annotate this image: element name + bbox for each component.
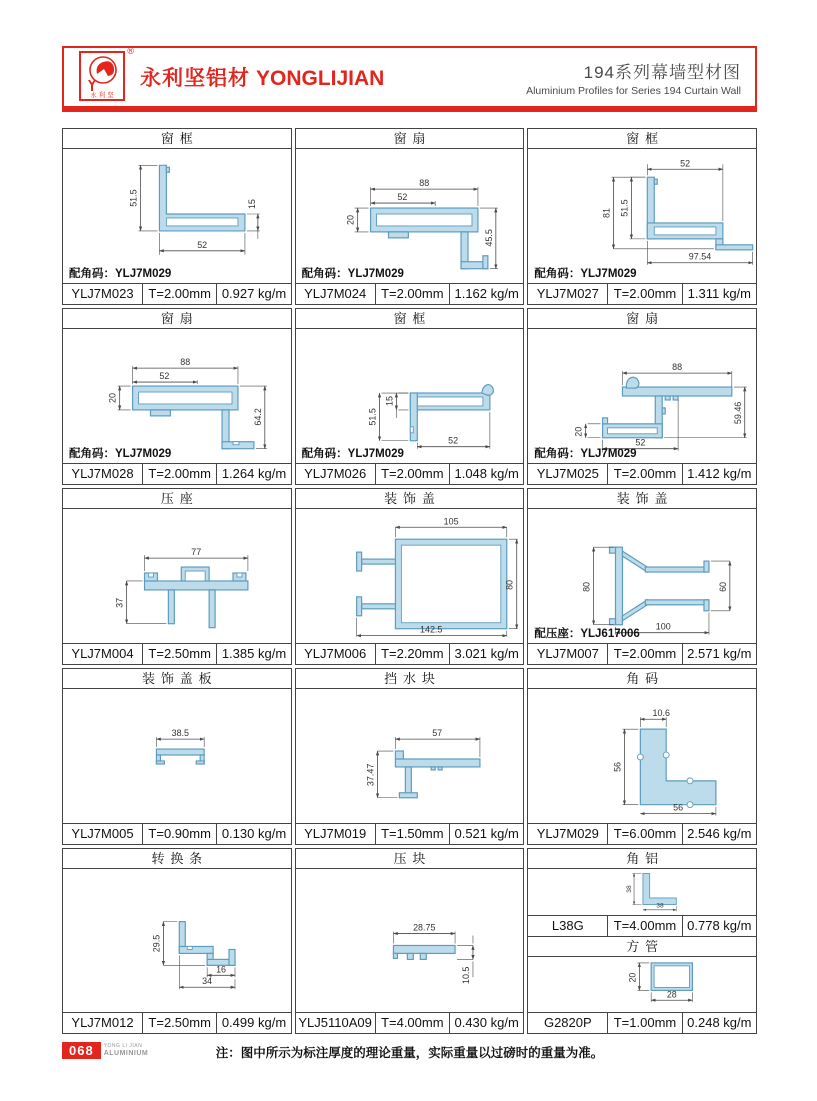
weight-value: 1.311 kg/m bbox=[682, 284, 756, 304]
weight-value: 1.162 kg/m bbox=[449, 284, 523, 304]
dim-label: 88 bbox=[418, 178, 429, 189]
spec-row bbox=[63, 643, 291, 664]
dim-label: 34 bbox=[202, 976, 213, 987]
dim-label: 20 bbox=[627, 972, 638, 983]
model-code: YLJ7M012 bbox=[71, 1015, 134, 1030]
profile-drawing bbox=[528, 869, 756, 915]
profile-cell-ylj7m025 bbox=[527, 308, 757, 485]
dim-label: 77 bbox=[191, 547, 202, 558]
dim-label: 16 bbox=[216, 964, 227, 975]
profile-drawing bbox=[528, 509, 756, 643]
dim-label: 88 bbox=[672, 362, 683, 373]
dim-label: 52 bbox=[197, 239, 208, 250]
model-code: YLJ7M029 bbox=[536, 826, 599, 841]
weight-value: 2.546 kg/m bbox=[682, 824, 756, 844]
spec-row bbox=[528, 823, 756, 844]
model-code: YLJ7M006 bbox=[304, 646, 367, 661]
dim-label: 10.6 bbox=[652, 708, 671, 719]
cell-title: 窗框 bbox=[63, 129, 291, 149]
thickness-value: T=6.00mm bbox=[607, 824, 681, 844]
model-code: G2820P bbox=[543, 1015, 592, 1030]
dim-label: 20 bbox=[345, 215, 356, 225]
cell-title: 压座 bbox=[63, 489, 291, 509]
thickness-value: T=0.90mm bbox=[142, 824, 216, 844]
profile-grid bbox=[62, 128, 757, 1034]
match-code-note: 配角码：YLJ7M029 bbox=[301, 448, 404, 460]
model-code: YLJ5110A09 bbox=[298, 1015, 372, 1030]
weight-value: 2.571 kg/m bbox=[682, 644, 756, 664]
cell-title: 角铝 bbox=[528, 849, 756, 869]
spec-row bbox=[296, 463, 524, 484]
weight-value: 1.048 kg/m bbox=[449, 464, 523, 484]
thickness-value: T=1.50mm bbox=[375, 824, 449, 844]
dim-label: 10.5 bbox=[460, 966, 471, 985]
spec-row bbox=[63, 283, 291, 304]
cell-title: 窗扇 bbox=[63, 309, 291, 329]
catalog-page bbox=[62, 46, 757, 1066]
brand-name-cn: 永利坚铝材 bbox=[140, 67, 250, 90]
weight-value: 1.385 kg/m bbox=[216, 644, 290, 664]
dim-label: 59.46 bbox=[733, 401, 744, 425]
profile-cell-ylj7m012 bbox=[62, 848, 292, 1034]
profile-drawing bbox=[296, 689, 524, 823]
logo-emblem-icon bbox=[78, 50, 128, 104]
logo-chars: 永利坚 bbox=[90, 92, 116, 99]
thickness-value: T=2.00mm bbox=[607, 284, 681, 304]
match-code-note: 配角码：YLJ7M029 bbox=[534, 268, 637, 280]
spec-row bbox=[296, 643, 524, 664]
weight-value: 0.927 kg/m bbox=[216, 284, 290, 304]
dim-label: 51.5 bbox=[619, 199, 630, 217]
thickness-value: T=2.00mm bbox=[375, 464, 449, 484]
cell-title: 转换条 bbox=[63, 849, 291, 869]
dim-label: 52 bbox=[159, 371, 170, 382]
dim-label: 80 bbox=[504, 579, 515, 590]
thickness-value: T=2.00mm bbox=[142, 284, 216, 304]
footer-note: 注：图中所示为标注厚度的理论重量，实际重量以过磅时的重量为准。 bbox=[215, 1046, 604, 1060]
thickness-value: T=2.00mm bbox=[375, 284, 449, 304]
spec-row bbox=[296, 283, 524, 304]
weight-value: 0.499 kg/m bbox=[216, 1013, 290, 1033]
series-title-en: Aluminium Profiles for Series 194 Curtain Wall bbox=[526, 84, 741, 97]
match-code-note: 配角码：YLJ7M029 bbox=[534, 448, 637, 460]
match-code-note: 配角码：YLJ7M029 bbox=[69, 268, 172, 280]
thickness-value: T=4.00mm bbox=[607, 916, 681, 936]
spec-row bbox=[63, 1012, 291, 1033]
dim-label: 51.5 bbox=[128, 189, 139, 207]
cell-title: 装饰盖 bbox=[296, 489, 524, 509]
weight-value: 0.130 kg/m bbox=[216, 824, 290, 844]
dim-label: 37.47 bbox=[365, 763, 376, 787]
match-code-note: 配角码：YLJ7M029 bbox=[301, 268, 404, 280]
profile-cell-ylj7m007 bbox=[527, 488, 757, 665]
thickness-value: T=4.00mm bbox=[375, 1013, 449, 1033]
spec-row bbox=[528, 463, 756, 484]
spec-row bbox=[528, 283, 756, 304]
dim-label: 81 bbox=[601, 208, 612, 218]
profile-drawing bbox=[296, 869, 524, 1012]
cell-title: 窗扇 bbox=[528, 309, 756, 329]
cell-title: 装饰盖 bbox=[528, 489, 756, 509]
weight-value: 0.248 kg/m bbox=[682, 1013, 756, 1033]
profile-cell-ylj7m005 bbox=[62, 668, 292, 845]
model-code: YLJ7M005 bbox=[71, 826, 134, 841]
weight-value: 1.412 kg/m bbox=[682, 464, 756, 484]
model-code: YLJ7M023 bbox=[71, 286, 134, 301]
profile-cell-ylj7m006 bbox=[295, 488, 525, 665]
spec-row bbox=[528, 1012, 756, 1033]
cell-title: 窗扇 bbox=[296, 129, 524, 149]
weight-value: 3.021 kg/m bbox=[449, 644, 523, 664]
model-code: L38G bbox=[551, 918, 584, 933]
dim-label: 15 bbox=[384, 395, 395, 406]
dim-label: 88 bbox=[180, 357, 191, 368]
dim-label: 38 bbox=[626, 885, 634, 893]
profile-drawing bbox=[63, 869, 291, 1012]
model-code: YLJ7M004 bbox=[71, 646, 134, 661]
dim-label: 45.5 bbox=[483, 229, 494, 247]
page-header bbox=[62, 46, 757, 112]
model-code: YLJ7M026 bbox=[304, 466, 367, 481]
page-number: 068 bbox=[62, 1042, 101, 1059]
model-code: YLJ7M025 bbox=[536, 466, 599, 481]
page-footer bbox=[62, 1040, 757, 1066]
dim-label: 15 bbox=[246, 199, 257, 210]
badge-brand-text bbox=[104, 1044, 149, 1057]
series-title-block bbox=[526, 58, 741, 97]
dim-label: 60 bbox=[718, 581, 729, 592]
dim-label: 64.2 bbox=[252, 408, 263, 426]
profile-drawing bbox=[63, 689, 291, 823]
weight-value: 0.430 kg/m bbox=[449, 1013, 523, 1033]
dim-label: 52 bbox=[397, 192, 408, 203]
badge-brand-line2: ALUMINIUM bbox=[103, 1050, 149, 1057]
profile-drawing bbox=[63, 329, 291, 463]
cell-title: 压块 bbox=[296, 849, 524, 869]
dim-label: 57 bbox=[431, 728, 442, 739]
dim-label: 142.5 bbox=[419, 624, 443, 635]
profile-drawing bbox=[63, 509, 291, 643]
dim-label: 20 bbox=[107, 393, 118, 403]
dim-label: 51.5 bbox=[367, 408, 378, 426]
model-code: YLJ7M028 bbox=[71, 466, 134, 481]
dim-label: 80 bbox=[581, 581, 592, 592]
brand-name-en: YONGLIJIAN bbox=[256, 67, 385, 90]
dim-label: 28 bbox=[667, 989, 678, 1000]
dim-label: 97.54 bbox=[689, 251, 712, 262]
weight-value: 1.264 kg/m bbox=[216, 464, 290, 484]
thickness-value: T=2.50mm bbox=[142, 1013, 216, 1033]
brand-name bbox=[140, 62, 384, 92]
profile-cell-ylj7m029 bbox=[527, 668, 757, 845]
weight-value: 0.521 kg/m bbox=[449, 824, 523, 844]
profile-drawing bbox=[296, 509, 524, 643]
profile-cell-ylj7m004 bbox=[62, 488, 292, 665]
dim-label: 100 bbox=[656, 621, 672, 632]
profile-cell-ylj7m019 bbox=[295, 668, 525, 845]
dim-label: 29.5 bbox=[151, 934, 162, 953]
profile-drawing bbox=[528, 329, 756, 463]
cell-title: 挡水块 bbox=[296, 669, 524, 689]
badge-brand-line1: YONG LI JIAN bbox=[103, 1043, 143, 1049]
thickness-value: T=2.50mm bbox=[142, 644, 216, 664]
profile-drawing bbox=[296, 149, 524, 283]
profile-cell-l38g-g2820p bbox=[527, 848, 757, 1034]
page-number-badge bbox=[62, 1042, 148, 1059]
cell-title: 装饰盖板 bbox=[63, 669, 291, 689]
spec-row bbox=[528, 643, 756, 664]
profile-cell-ylj7m024 bbox=[295, 128, 525, 305]
match-code-note: 配压座：YLJ617006 bbox=[534, 628, 640, 640]
dim-label: 105 bbox=[443, 516, 459, 527]
profile-cell-ylj7m027 bbox=[527, 128, 757, 305]
profile-cell-ylj7m023 bbox=[62, 128, 292, 305]
dim-label: 52 bbox=[635, 437, 646, 448]
profile-drawing bbox=[63, 149, 291, 283]
weight-value: 0.778 kg/m bbox=[682, 916, 756, 936]
cell-title: 角码 bbox=[528, 669, 756, 689]
registered-mark: ® bbox=[127, 46, 134, 56]
dim-label: 38 bbox=[656, 902, 665, 910]
spec-row bbox=[63, 463, 291, 484]
model-code: YLJ7M024 bbox=[304, 286, 367, 301]
model-code: YLJ7M027 bbox=[536, 286, 599, 301]
thickness-value: T=1.00mm bbox=[607, 1013, 681, 1033]
thickness-value: T=2.20mm bbox=[375, 644, 449, 664]
spec-row bbox=[63, 823, 291, 844]
cell-title: 方管 bbox=[528, 936, 756, 957]
profile-cell-ylj5110a09 bbox=[295, 848, 525, 1034]
profile-drawing bbox=[528, 149, 756, 283]
dim-label: 20 bbox=[574, 426, 585, 437]
spec-row bbox=[296, 823, 524, 844]
profile-drawing bbox=[528, 689, 756, 823]
dim-label: 52 bbox=[447, 435, 458, 446]
dim-label: 38.5 bbox=[171, 728, 190, 739]
model-code: YLJ7M019 bbox=[304, 826, 367, 841]
dim-label: 56 bbox=[612, 761, 623, 772]
thickness-value: T=2.00mm bbox=[607, 464, 681, 484]
profile-cell-ylj7m028 bbox=[62, 308, 292, 485]
spec-row bbox=[528, 915, 756, 936]
profile-cell-ylj7m026 bbox=[295, 308, 525, 485]
profile-drawing bbox=[296, 329, 524, 463]
spec-row bbox=[296, 1012, 524, 1033]
profile-drawing bbox=[528, 957, 756, 1012]
thickness-value: T=2.00mm bbox=[142, 464, 216, 484]
dim-label: 28.75 bbox=[412, 922, 436, 933]
dim-label: 56 bbox=[673, 802, 684, 813]
model-code: YLJ7M007 bbox=[536, 646, 599, 661]
company-logo bbox=[78, 46, 134, 104]
match-code-note: 配角码：YLJ7M029 bbox=[69, 448, 172, 460]
thickness-value: T=2.00mm bbox=[607, 644, 681, 664]
series-title-cn: 194系列幕墙型材图 bbox=[583, 62, 741, 82]
cell-title: 窗框 bbox=[528, 129, 756, 149]
dim-label: 52 bbox=[680, 158, 691, 169]
cell-title: 窗框 bbox=[296, 309, 524, 329]
dim-label: 37 bbox=[114, 597, 125, 608]
